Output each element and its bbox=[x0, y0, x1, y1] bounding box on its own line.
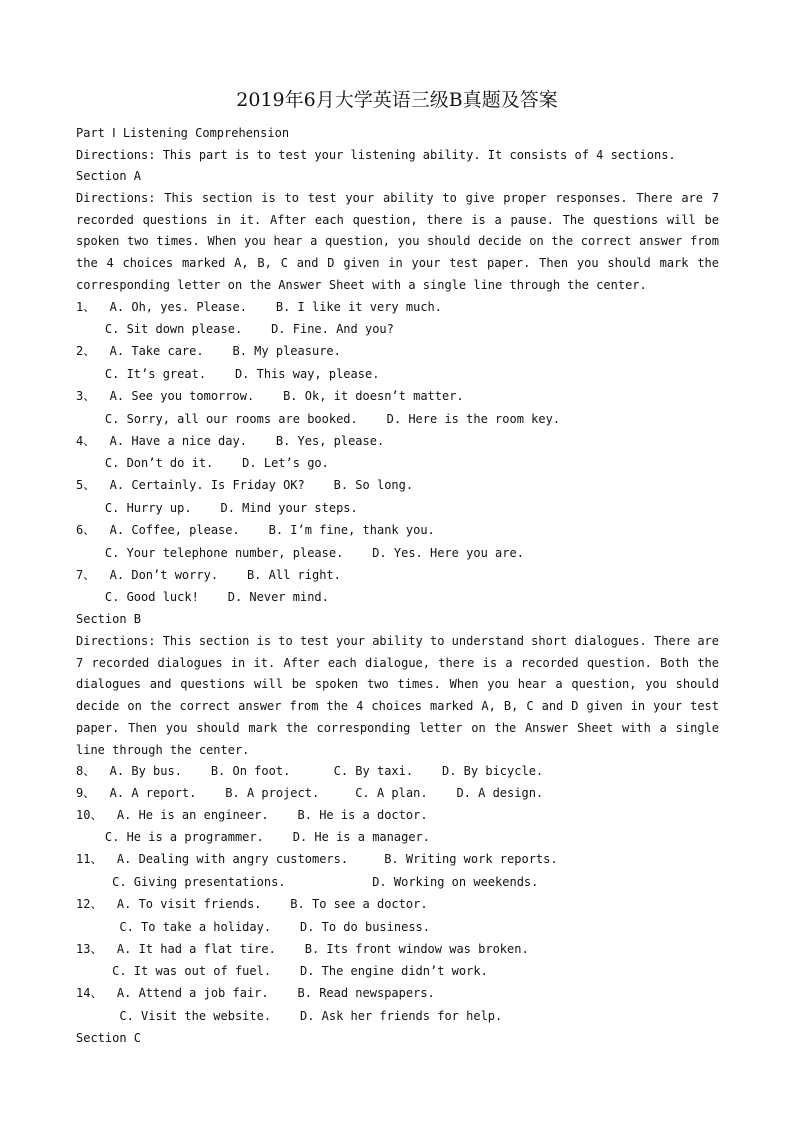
question-13-line1: 13、 A. It had a flat tire. B. Its front window was broken. bbox=[76, 941, 529, 956]
section-a-heading: Section A bbox=[76, 169, 142, 184]
question-3-line2: C. Sorry, all our rooms are booked. D. Here is the room key. bbox=[76, 411, 561, 426]
section-b-heading: Section B bbox=[76, 612, 142, 627]
section-c-heading: Section C bbox=[76, 1031, 142, 1046]
question-4-line1: 4、 A. Have a nice day. B. Yes, please. bbox=[76, 433, 385, 448]
question-8: 8、 A. By bus. B. On foot. C. By taxi. D. By bicycle. bbox=[76, 764, 544, 779]
question-14-line1: 14、 A. Attend a job fair. B. Read newspapers. bbox=[76, 986, 435, 1001]
question-12-line1: 12、 A. To visit friends. B. To see a doctor. bbox=[76, 897, 428, 912]
question-3-line1: 3、 A. See you tomorrow. B. Ok, it doesn’t matter. bbox=[76, 388, 464, 403]
question-2-line1: 2、 A. Take care. B. My pleasure. bbox=[76, 344, 341, 359]
question-10-line2: C. He is a programmer. D. He is a manager. bbox=[76, 830, 431, 845]
question-4-line2: C. Don’t do it. D. Let’s go. bbox=[76, 456, 329, 471]
question-6-line1: 6、 A. Coffee, please. B. I’m fine, thank you. bbox=[76, 523, 435, 538]
question-6-line2: C. Your telephone number, please. D. Yes. Here you are. bbox=[76, 545, 524, 560]
question-1-line1: 1、 A. Oh, yes. Please. B. I like it very much. bbox=[76, 299, 443, 314]
question-7-line2: C. Good luck! D. Never mind. bbox=[76, 590, 329, 605]
question-13-line2: C. It was out of fuel. D. The engine didn’t work. bbox=[76, 964, 488, 979]
section-a-directions: Directions: This section is to test your ability to give proper responses. There are 7 recorded questions in it. After each question, there is a pause. The questions will be spoken two times. When you hear a question, you should decide on the correct answer from the 4 choices marked A, B, C and D given in your test paper. Then you should mark the corresponding letter on the Answer Sheet with a single line through the center. bbox=[76, 191, 719, 292]
document-body bbox=[76, 123, 719, 1050]
part-directions: Directions: This part is to test your listening ability. It consists of 4 sections. bbox=[76, 147, 676, 162]
question-10-line1: 10、 A. He is an engineer. B. He is a doctor. bbox=[76, 807, 428, 822]
question-11-line2: C. Giving presentations. D. Working on weekends. bbox=[76, 875, 539, 890]
part-heading: Part Ⅰ Listening Comprehension bbox=[76, 126, 290, 140]
question-5-line1: 5、 A. Certainly. Is Friday OK? B. So long. bbox=[76, 478, 414, 493]
question-1-line2: C. Sit down please. D. Fine. And you? bbox=[76, 322, 394, 337]
question-12-line2: C. To take a holiday. D. To do business. bbox=[76, 919, 431, 934]
question-11-line1: 11、 A. Dealing with angry customers. B. Writing work reports. bbox=[76, 852, 558, 867]
question-9: 9、 A. A report. B. A project. C. A plan. D. A design. bbox=[76, 785, 544, 800]
question-2-line2: C. It’s great. D. This way, please. bbox=[76, 366, 380, 381]
question-14-line2: C. Visit the website. D. Ask her friends for help. bbox=[76, 1009, 503, 1024]
section-b-directions: Directions: This section is to test your ability to understand short dialogues. There are 7 recorded dialogues in it. After each dialogue, there is a recorded question. Both the dialogues and questions will be spoken two times. When you hear a question, you should decide on the correct answer from the 4 choices marked A, B, C and D given in your test paper. Then you should mark the corresponding letter on the Answer Sheet with a single line through the center. bbox=[76, 634, 719, 757]
page-title: 2019年6月大学英语三级B真题及答案 bbox=[236, 89, 558, 111]
question-7-line1: 7、 A. Don’t worry. B. All right. bbox=[76, 567, 341, 582]
question-5-line2: C. Hurry up. D. Mind your steps. bbox=[76, 501, 358, 516]
